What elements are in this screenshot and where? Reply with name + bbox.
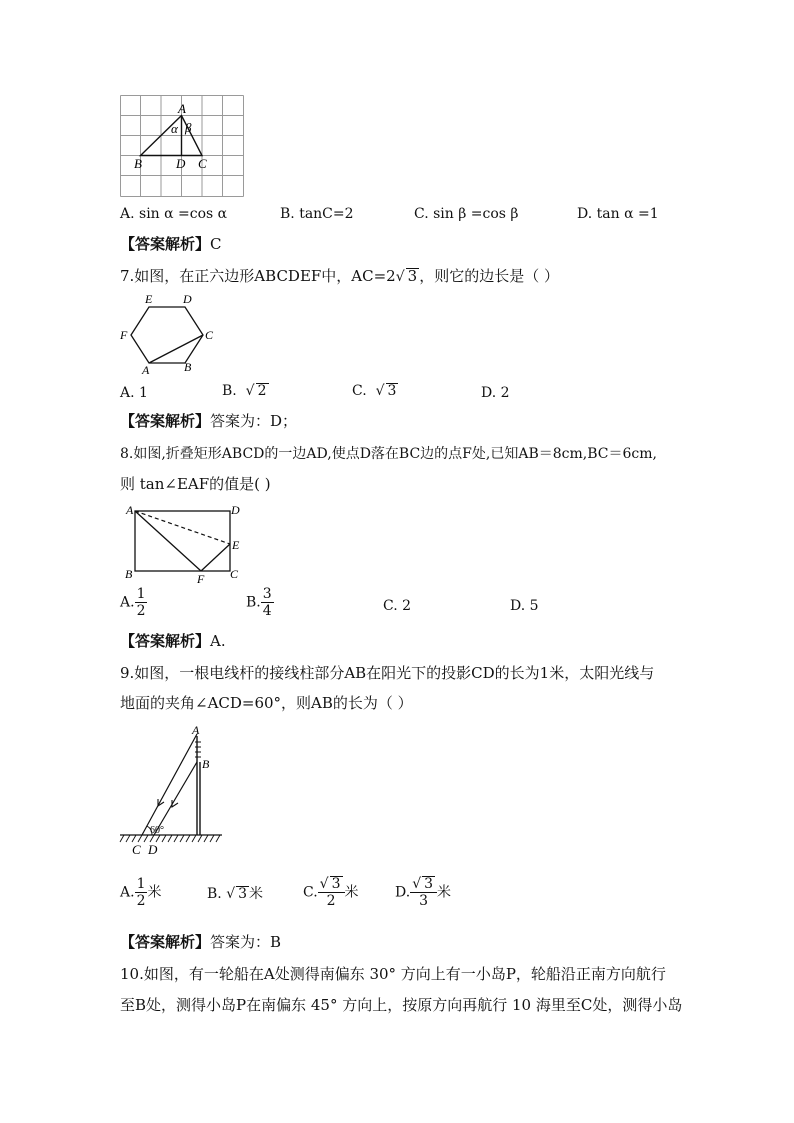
q9-option-c: C. $\frac{√ 3}{2}$ 米 — [303, 876, 359, 909]
q8-option-d: D. 5 — [510, 598, 539, 614]
q9-label-b: B — [202, 757, 210, 771]
q9-option-a-unit: 米 — [147, 884, 162, 901]
q7-option-c: C. √ 3 — [352, 383, 397, 399]
q8-answer — [120, 631, 226, 651]
q8-option-a-denominator: 2 — [136, 603, 146, 619]
q9-label-d: D — [148, 842, 158, 857]
q8-option-a-prefix: A. — [120, 594, 135, 611]
q9-answer — [120, 932, 281, 952]
q9-option-b-radicand: 3 — [238, 886, 248, 902]
q9-option-c-unit: 米 — [344, 884, 359, 901]
q9-option-a-prefix: A. — [120, 884, 135, 901]
q7-answer-label: 【答案解析】 — [120, 412, 211, 430]
q6-option-c: C. sin β =cos β — [414, 206, 519, 222]
q6-label-beta: β — [185, 120, 192, 135]
q7-label-a: A — [142, 363, 150, 376]
q7-stem-radicand: 3 — [407, 267, 418, 285]
q9-option-b: B. √ 3 米 — [207, 886, 264, 902]
q8-option-b-prefix: B. — [246, 594, 261, 611]
q6-label-alpha: α — [171, 121, 178, 136]
q6-answer-label: 【答案解析】 — [120, 235, 211, 253]
q9-option-d-denominator: 3 — [419, 893, 429, 909]
q7-option-b-prefix: B. — [222, 383, 237, 399]
q9-label-a: A — [192, 723, 200, 737]
q9-pole-figure — [118, 722, 228, 862]
q6-answer — [120, 234, 222, 254]
q7-stem-suffix: ，则它的边长是（ ） — [419, 267, 559, 285]
q9-option-c-denominator: 2 — [326, 893, 336, 909]
q10-line2: 至B处，测得小岛P在南偏东 45° 方向上，按原方向再航行 10 海里至C处，测得小岛 — [120, 996, 683, 1014]
q9-option-d-prefix: D. — [395, 884, 411, 901]
q7-label-e: E — [145, 292, 153, 306]
q6-grid-figure — [120, 95, 246, 197]
q8-rectangle-figure — [118, 500, 248, 586]
q8-option-b-denominator: 4 — [262, 603, 272, 619]
q9-option-d-unit: 米 — [437, 884, 452, 901]
q9-label-angle: 60° — [150, 825, 164, 836]
q7-option-a: A. 1 — [120, 385, 148, 401]
q8-answer-label: 【答案解析】 — [120, 632, 211, 650]
q6-label-d: D — [176, 156, 186, 171]
q9-answer-label: 【答案解析】 — [120, 933, 211, 951]
q6-answer-text: C — [210, 235, 222, 253]
q8-label-b: B — [125, 567, 133, 581]
q9-option-a — [120, 876, 161, 909]
q7-option-d: D. 2 — [481, 385, 510, 401]
q9-option-b-unit: 米 — [249, 886, 264, 902]
q8-stem-line1: 8.如图,折叠矩形ABCD的一边AD,使点D落在BC边的点F处,已知AB＝8cm,BC＝6cm, — [120, 446, 657, 462]
q7-option-b: B. √ 2 — [222, 383, 267, 399]
q6-option-a: A. sin α =cos α — [120, 206, 228, 222]
q9-option-d: D. $\frac{√ 3}{3}$ 米 — [395, 876, 452, 909]
q6-label-a: A — [178, 101, 186, 116]
q9-stem-line2: 地面的夹角∠ACD=60°，则AB的长为（ ） — [120, 694, 413, 712]
q7-stem-prefix: 7.如图，在正六边形ABCDEF中，AC=2 — [120, 267, 396, 285]
q8-stem-line2: 则 tan∠EAF的值是( ) — [120, 475, 271, 493]
q9-label-c: C — [132, 842, 141, 857]
q7-option-c-radicand: 3 — [387, 383, 397, 399]
q8-label-c: C — [230, 567, 239, 581]
q6-label-c: C — [198, 156, 207, 171]
q7-label-b: B — [184, 360, 192, 374]
q8-label-f: F — [197, 572, 205, 586]
q7-answer-text: 答案为：D； — [210, 412, 298, 430]
q7-label-f: F — [120, 328, 128, 342]
q9-option-a-denominator: 2 — [136, 893, 146, 909]
q7-label-d: D — [183, 292, 192, 306]
q9-option-c-prefix: C. — [303, 884, 318, 901]
q9-answer-text: 答案为：B — [210, 933, 282, 951]
q8-label-e: E — [232, 538, 240, 552]
q6-option-b: B. tanC=2 — [280, 206, 354, 222]
q7-option-c-prefix: C. — [352, 383, 367, 399]
q6-option-d: D. tan α =1 — [577, 206, 659, 222]
q9-option-a-numerator: 1 — [136, 876, 146, 892]
q8-label-d: D — [231, 503, 240, 517]
q9-stem-line1: 9.如图，一根电线杆的接线柱部分AB在阳光下的投影CD的长为1米，太阳光线与 — [120, 664, 655, 682]
q7-stem: 7.如图，在正六边形ABCDEF中，AC=2√ 3 ，则它的边长是（ ） — [120, 267, 559, 285]
q8-option-c: C. 2 — [383, 598, 412, 614]
q8-label-a: A — [126, 503, 134, 517]
q8-answer-text: A. — [210, 632, 226, 650]
q8-option-b-numerator: 3 — [262, 586, 272, 602]
q9-option-d-radicand: 3 — [424, 876, 434, 892]
q7-hexagon-figure — [118, 290, 218, 376]
q7-label-c: C — [205, 328, 214, 342]
q7-answer — [120, 411, 297, 431]
q9-option-c-radicand: 3 — [331, 876, 341, 892]
q6-label-b: B — [134, 156, 142, 171]
q8-option-a — [120, 586, 147, 619]
q10-line1: 10.如图，有一轮船在A处测得南偏东 30° 方向上有一小岛P，轮船沿正南方向航行 — [120, 965, 666, 983]
q8-option-b — [246, 586, 274, 619]
q8-option-a-numerator: 1 — [136, 586, 146, 602]
q9-option-b-prefix: B. — [207, 886, 222, 902]
q7-option-b-radicand: 2 — [257, 383, 267, 399]
